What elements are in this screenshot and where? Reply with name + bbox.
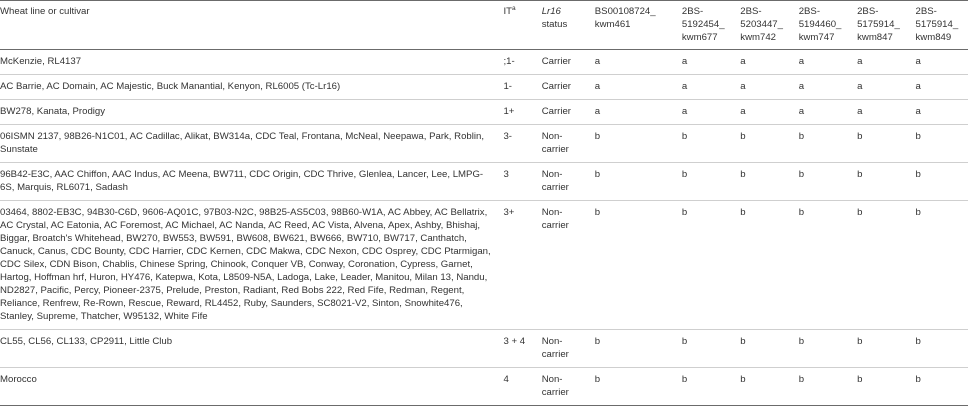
table-row [0,368,968,406]
header-row [0,1,968,50]
header-marker-4 [793,1,851,50]
table-header [0,1,968,50]
cell-marker-5-allele: b [851,125,909,163]
cell-lr16-status: Non-carrier [536,163,589,201]
cell-marker-4-allele: a [793,100,851,125]
cell-marker-1-allele: b [589,201,676,330]
table-row [0,100,968,125]
header-marker-6-line-3: kwm849 [916,32,952,43]
header-marker-4-line-3: kwm747 [799,32,835,43]
header-marker-1-line-2: kwm461 [595,19,631,30]
cell-marker-4-allele: a [793,75,851,100]
cell-infection-type: 4 [497,368,535,406]
cell-marker-2-allele: b [676,330,734,368]
cell-infection-type: 3+ [497,201,535,330]
header-marker-2-line-1: 2BS- [682,6,703,17]
cell-marker-3-allele: a [734,100,792,125]
cell-wheat-line: AC Barrie, AC Domain, AC Majestic, Buck Manantial, Kenyon, RL6005 (Tc-Lr16) [0,75,497,100]
cell-marker-6-allele: a [910,100,968,125]
header-marker-4-line-1: 2BS- [799,6,820,17]
header-marker-6 [910,1,968,50]
cell-marker-3-allele: a [734,50,792,75]
table-row [0,201,968,330]
table-row [0,75,968,100]
cell-marker-1-allele: a [589,50,676,75]
cell-wheat-line: 03464, 8802-EB3C, 94B30-C6D, 9606-AQ01C, 97B03-N2C, 98B25-AS5C03, 98B60-W1A, AC Abbey, AC Bellatrix, AC Crystal, AC Eatonia, AC Foremost, AC Michael, AC Nanda, AC Reed, AC Vista, Alvena, Apex, Ashby, Bhishaj, Biggar, Broatch's Whitehead, BW270, BW553, BW591, BW608, BW621, BW666, BW710, BW717, Canthatch, Canuck, Canus, CDC Bounty, CDC Harrier, CDC Kernen, CDC Makwa, CDC Nexon, CDC Osprey, CDC Ptarmigan, CDC Silex, CDN Bison, Chablis, Chinese Spring, Chinook, Conquer VB, Conway, Coronation, Cypress, Garnet, Hartog, Hoffman hrf, Huron, HY476, Katepwa, Kota, L8509-N5A, Ladoga, Lake, Leader, Manitou, Milan 13, Nandu, ND2827, Pacific, Percy, Pioneer-2375, Prelude, Preston, Radiant, Red Bobs 222, Red Fife, Redman, Regent, Reliance, Renfrew, Re-Rown, Rescue, Reward, RL4452, Ruby, Saunders, SC8021-V2, Sinton, Snowhite476, Stanley, Supreme, Thatcher, W95132, White Fife [0,201,497,330]
header-marker-5-line-1: 2BS- [857,6,878,17]
header-marker-2-line-3: kwm677 [682,32,718,43]
cell-infection-type: ;1- [497,50,535,75]
cell-marker-2-allele: b [676,125,734,163]
cell-marker-2-allele: a [676,75,734,100]
header-marker-2 [676,1,734,50]
header-marker-5-line-2: 5175914_ [857,19,900,30]
header-marker-6-line-1: 2BS- [916,6,937,17]
cell-marker-3-allele: b [734,201,792,330]
cell-marker-6-allele: b [910,125,968,163]
cell-infection-type: 1+ [497,100,535,125]
cell-marker-5-allele: b [851,163,909,201]
cell-marker-6-allele: a [910,75,968,100]
cell-marker-1-allele: b [589,330,676,368]
cell-marker-5-allele: b [851,330,909,368]
table-body [0,50,968,406]
cell-marker-3-allele: b [734,125,792,163]
cell-infection-type: 3- [497,125,535,163]
cell-infection-type: 3 [497,163,535,201]
header-marker-1-line-1: BS00108724_ [595,6,656,17]
cell-marker-5-allele: b [851,368,909,406]
header-marker-4-line-2: 5194460_ [799,19,842,30]
cell-marker-5-allele: a [851,75,909,100]
cell-marker-6-allele: b [910,330,968,368]
cell-wheat-line: BW278, Kanata, Prodigy [0,100,497,125]
cell-marker-2-allele: b [676,368,734,406]
header-marker-3 [734,1,792,50]
cell-marker-4-allele: b [793,163,851,201]
cell-marker-6-allele: b [910,201,968,330]
cell-marker-1-allele: b [589,368,676,406]
header-it-footnote: a [512,5,516,12]
header-marker-5 [851,1,909,50]
header-lr16-gene: Lr16 [542,6,561,17]
header-marker-3-line-2: 5203447_ [740,19,783,30]
cell-marker-6-allele: a [910,50,968,75]
header-marker-3-line-1: 2BS- [740,6,761,17]
header-marker-6-line-2: 5175914_ [916,19,959,30]
header-it-label: IT [503,6,512,17]
header-status-word: status [542,19,568,30]
cell-marker-4-allele: b [793,330,851,368]
header-marker-5-line-3: kwm847 [857,32,893,43]
cell-marker-2-allele: b [676,163,734,201]
cell-wheat-line: 06ISMN 2137, 98B26-N1C01, AC Cadillac, Alikat, BW314a, CDC Teal, Frontana, McNeal, Neepawa, Park, Roblin, Sunstate [0,125,497,163]
cell-lr16-status: Carrier [536,50,589,75]
cell-marker-4-allele: b [793,368,851,406]
cell-lr16-status: Non-carrier [536,368,589,406]
cell-marker-5-allele: a [851,50,909,75]
cell-marker-2-allele: b [676,201,734,330]
cell-marker-5-allele: b [851,201,909,330]
cell-marker-3-allele: b [734,330,792,368]
cell-lr16-status: Non-carrier [536,125,589,163]
header-infection-type [497,1,535,50]
cell-wheat-line: Morocco [0,368,497,406]
cell-lr16-status: Carrier [536,75,589,100]
cell-marker-5-allele: a [851,100,909,125]
cell-marker-6-allele: b [910,368,968,406]
header-marker-3-line-3: kwm742 [740,32,776,43]
cell-marker-4-allele: b [793,201,851,330]
table-row [0,50,968,75]
cell-wheat-line: CL55, CL56, CL133, CP2911, Little Club [0,330,497,368]
cell-marker-1-allele: a [589,100,676,125]
cell-marker-3-allele: b [734,368,792,406]
cell-marker-3-allele: a [734,75,792,100]
cell-marker-6-allele: b [910,163,968,201]
cell-lr16-status: Non-carrier [536,330,589,368]
cell-marker-1-allele: a [589,75,676,100]
cell-wheat-line: 96B42-E3C, AAC Chiffon, AAC Indus, AC Meena, BW711, CDC Origin, CDC Thrive, Glenlea, Lancer, Lee, LMPG-6S, Marquis, RL6071, Sadash [0,163,497,201]
cell-lr16-status: Non-carrier [536,201,589,330]
cell-marker-1-allele: b [589,125,676,163]
table-row [0,330,968,368]
cell-marker-1-allele: b [589,163,676,201]
cell-marker-2-allele: a [676,50,734,75]
cell-wheat-line: McKenzie, RL4137 [0,50,497,75]
cell-marker-4-allele: a [793,50,851,75]
cell-marker-2-allele: a [676,100,734,125]
header-wheat-line: Wheat line or cultivar [0,1,497,50]
table-row [0,125,968,163]
cell-infection-type: 3 + 4 [497,330,535,368]
cell-infection-type: 1- [497,75,535,100]
header-marker-1 [589,1,676,50]
header-lr16-status [536,1,589,50]
cell-lr16-status: Carrier [536,100,589,125]
header-marker-2-line-2: 5192454_ [682,19,725,30]
table-row [0,163,968,201]
cell-marker-4-allele: b [793,125,851,163]
cell-marker-3-allele: b [734,163,792,201]
